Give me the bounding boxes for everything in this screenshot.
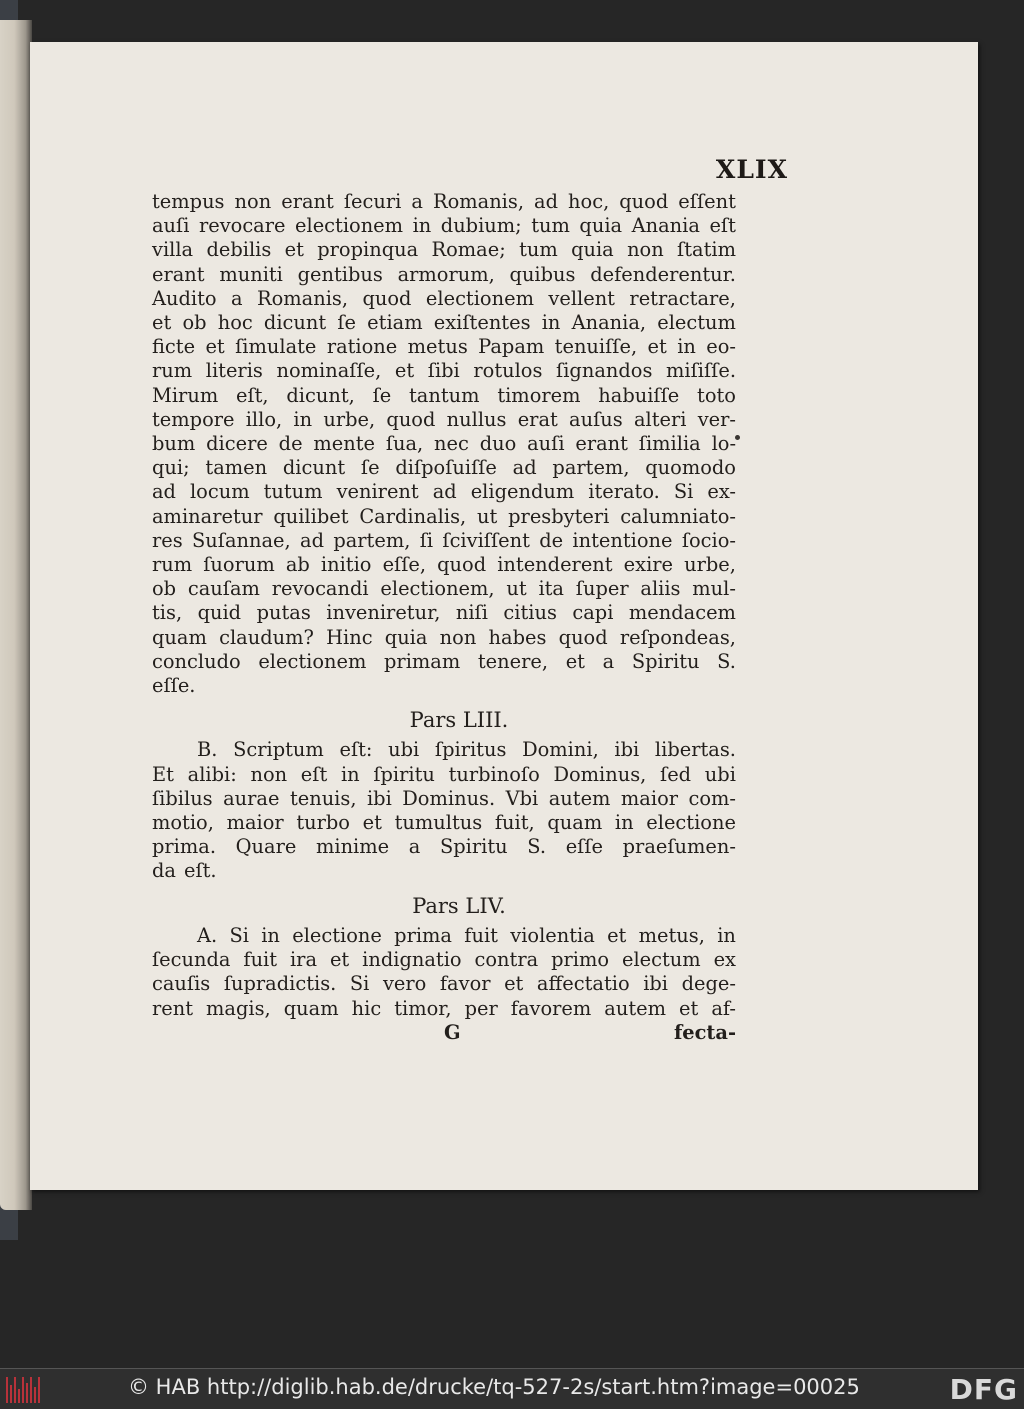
- text-line: da eſt.: [152, 859, 217, 883]
- text-line: ad locum tutum venirent ad eligendum iterato. Si ex-: [152, 480, 736, 504]
- text-line: ficte et ſimulate ratione metus Papam tenuiſſe, et in eo-: [152, 335, 736, 359]
- text-line: concludo electionem primam tenere, et a Spiritu S.: [152, 649, 736, 673]
- text-line: Et alibi: non eſt in ſpiritu turbinoſo Dominus, ſed ubi: [152, 762, 736, 786]
- section-heading-liii: Pars LIII.: [409, 708, 509, 733]
- text-line: res Suſannae, ad partem, ſi ſciviſſent de intentione ſocio-: [152, 528, 736, 552]
- text-line: tempus non erant ſecuri a Romanis, ad hoc, quod eſſent: [152, 190, 736, 213]
- text-line: motio, maior turbo et tumultus fuit, quam in electione: [152, 811, 736, 835]
- catchword: fecta-: [673, 1020, 736, 1044]
- text-line: prima. Quare minime a Spiritu S. eſſe praeſumen-: [152, 835, 736, 859]
- dfg-logo: DFG: [949, 1373, 1018, 1406]
- text-line: rum literis nominaſſe, et ſibi rotulos ſignandos miſiſſe.: [152, 359, 736, 383]
- text-line: qui; tamen dicunt ſe diſpoſuiſſe ad partem, quomodo: [152, 456, 736, 480]
- text-line: auſi revocare electionem in dubium; tum quia Anania eſt: [152, 214, 736, 238]
- viewer-footer-bar: [0, 1368, 1024, 1409]
- text-line: tempore illo, in urbe, quod nullus erat auſus alteri ver-: [152, 407, 736, 431]
- paragraph-2: [152, 738, 736, 883]
- book-page-edges: [0, 20, 32, 1210]
- text-line: eſſe.: [152, 674, 196, 698]
- page-footer-marks: [152, 1021, 736, 1045]
- text-line: cauſis ſupradictis. Si vero favor et affectatio ibi dege-: [152, 972, 736, 996]
- text-line: villa debilis et propinqua Romae; tum quia non ſtatim: [152, 238, 736, 262]
- paragraph-3: [152, 924, 736, 1021]
- copyright-link[interactable]: © HAB http://diglib.hab.de/drucke/tq-527-2s/start.htm?image=00025: [128, 1375, 860, 1399]
- text-line: ſibilus aurae tenuis, ibi Dominus. Vbi autem maior com-: [152, 786, 736, 810]
- text-line: rent magis, quam hic timor, per favorem autem et af-: [152, 996, 736, 1020]
- page-number: XLIX: [715, 155, 788, 184]
- page-text: [152, 190, 736, 1045]
- text-line: A. Si in electione prima fuit violentia et metus, in: [197, 923, 736, 947]
- paragraph-1: [152, 190, 736, 698]
- text-line: bum dicere de mente ſua, nec duo auſi erant ſimilia lo-: [152, 432, 736, 456]
- text-line: rum ſuorum ab initio eſſe, quod intenderent exire urbe,: [152, 553, 736, 577]
- text-line: Audito a Romanis, quod electionem vellent retractare,: [152, 286, 736, 310]
- text-line: tis, quid putas inveniretur, niſi citius capi mendacem: [152, 601, 736, 625]
- section-heading-liv: Pars LIV.: [412, 893, 506, 918]
- text-line: et ob hoc dicunt ſe etiam exiſtentes in Anania, electum: [152, 311, 736, 335]
- text-line: Mirum eſt, dicunt, ſe tantum timorem habuiſſe toto: [152, 383, 736, 407]
- hab-barcode-logo: [6, 1377, 40, 1403]
- text-line: aminaretur quilibet Cardinalis, ut presbyteri calumniato-: [152, 504, 736, 528]
- signature-mark: G: [444, 1020, 461, 1044]
- text-line: ſecunda fuit ira et indignatio contra primo electum ex: [152, 948, 736, 972]
- text-line: B. Scriptum eſt: ubi ſpiritus Domini, ibi libertas.: [197, 738, 736, 762]
- text-line: erant muniti gentibus armorum, quibus defenderentur.: [152, 262, 736, 286]
- text-line: ob cauſam revocandi electionem, ut ita ſuper aliis mul-: [152, 577, 736, 601]
- text-line: quam claudum? Hinc quia non habes quod reſpondeas,: [152, 625, 736, 649]
